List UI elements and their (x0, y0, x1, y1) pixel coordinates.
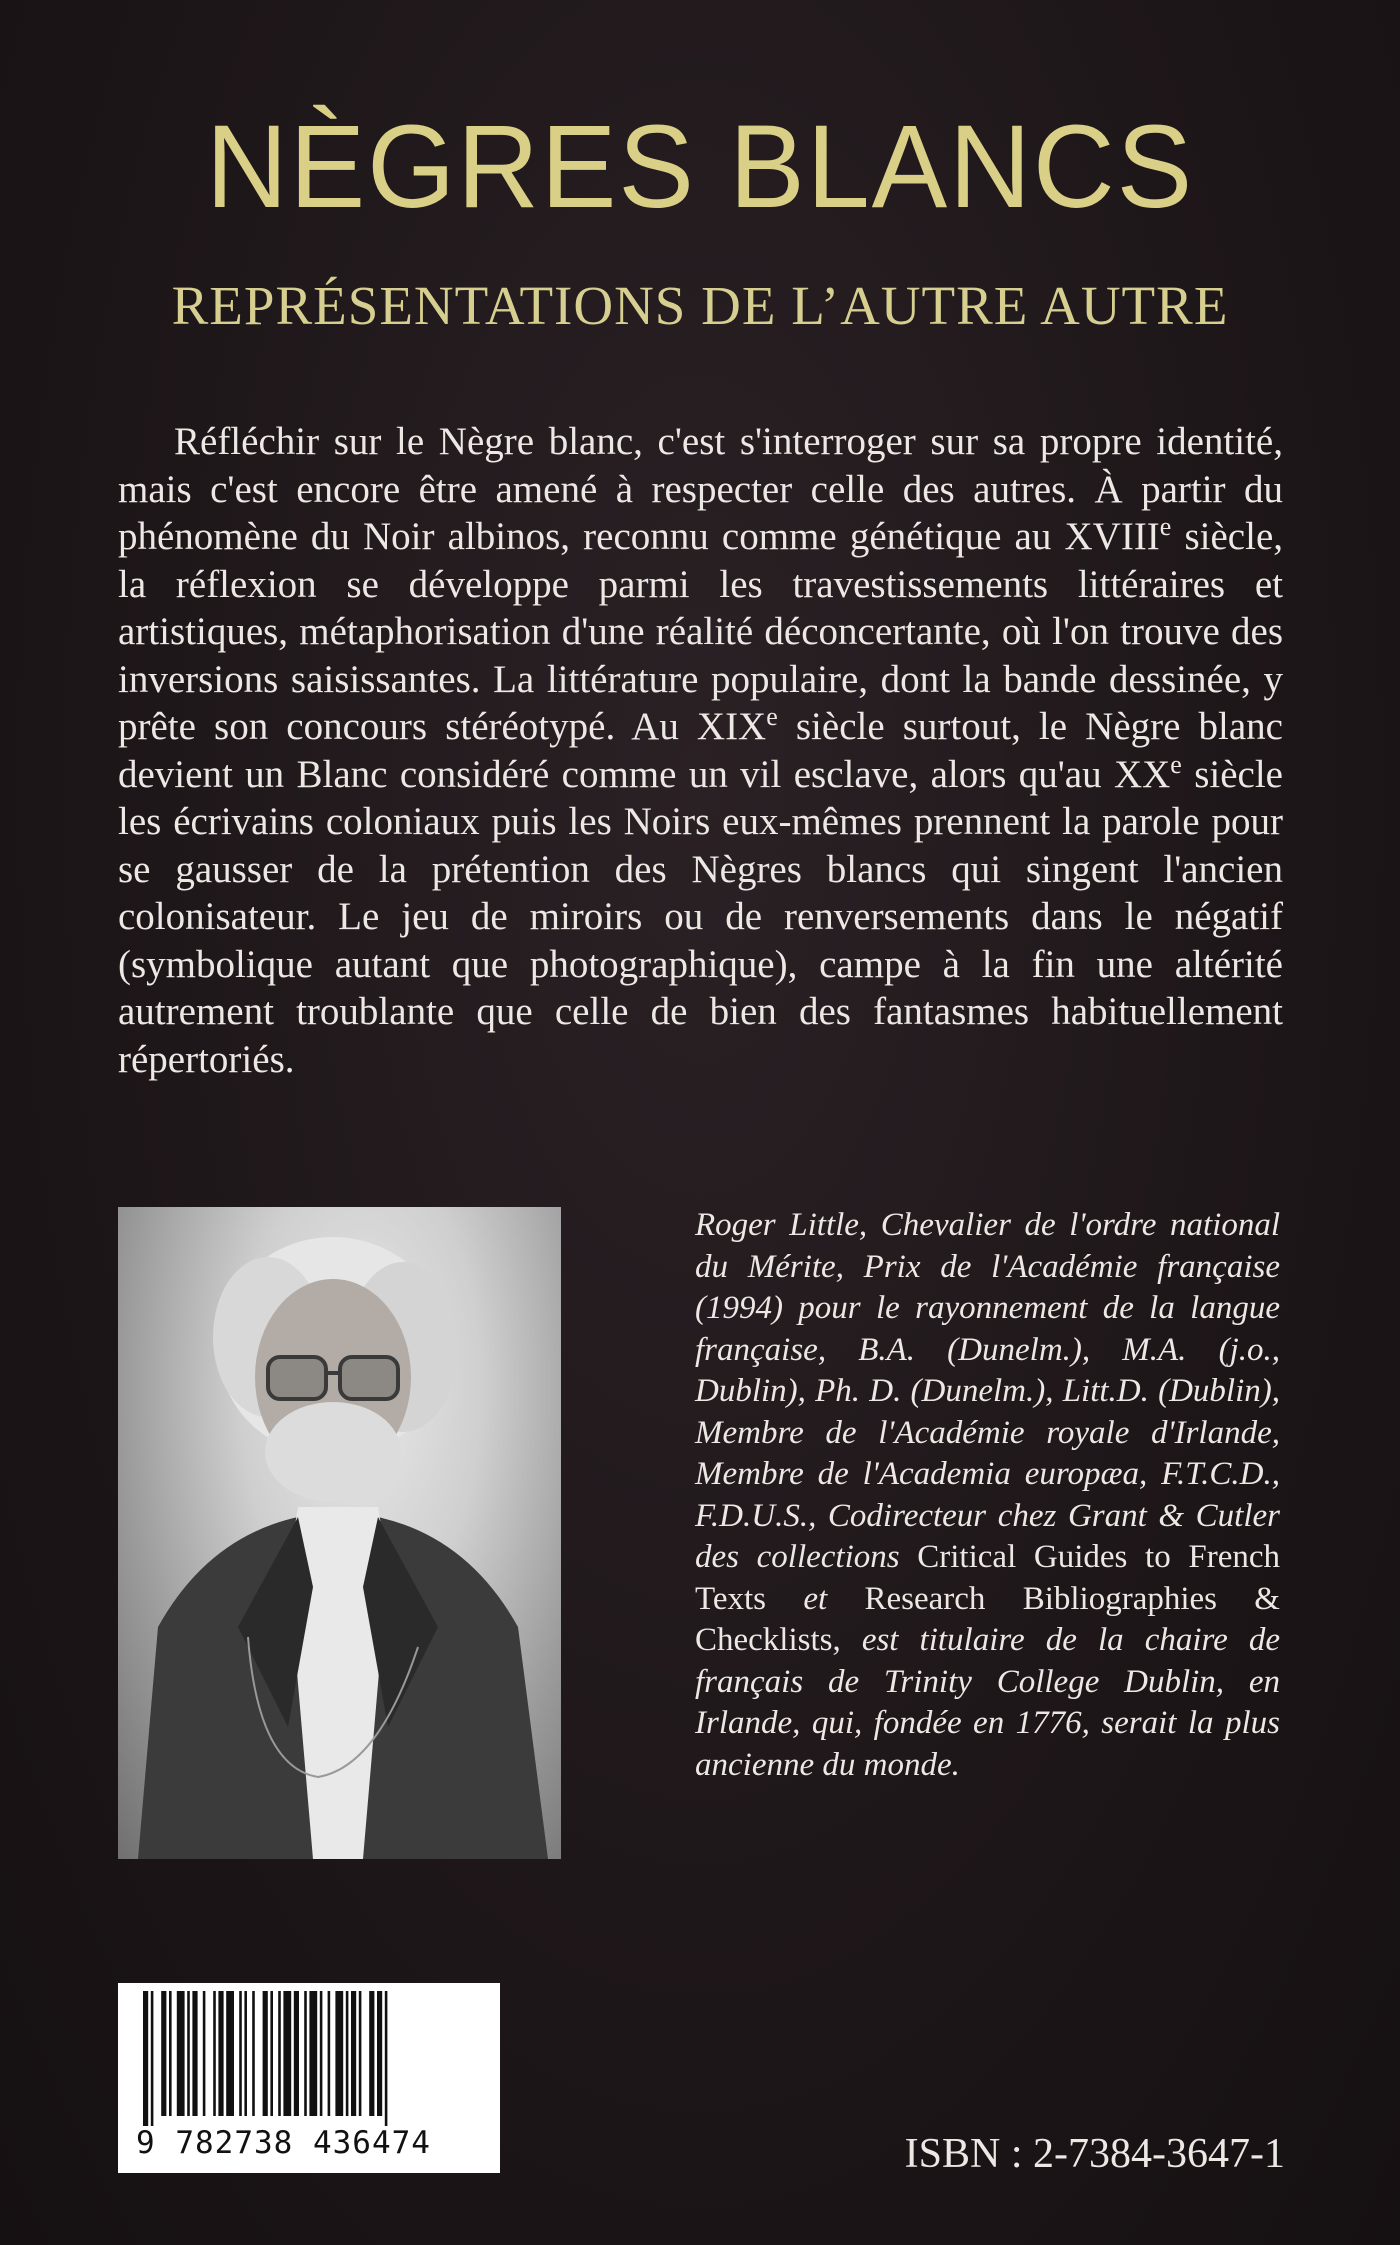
isbn: ISBN : 2-7384-3647-1 (904, 2131, 1285, 2177)
barcode-bar (385, 1991, 388, 2126)
bio-text-3: est titulaire de la chaire de français de Trinity College Dublin, en Irlande, qui, fondée en 1776, serait la plus ancienne du monde. (695, 1622, 1280, 1783)
blurb-sup-3: e (1170, 749, 1182, 779)
barcode-bar (239, 1991, 242, 2116)
book-subtitle: REPRÉSENTATIONS DE L’AUTRE AUTRE (171, 275, 1229, 336)
barcode-bar (169, 1991, 172, 2116)
barcode-bar (294, 1991, 299, 2116)
barcode (118, 1983, 500, 2173)
bio-text-1: Roger Little, Chevalier de l'ordre national du Mérite, Prix de l'Académie française (1994) pour le rayonnement de la langue française, B.A. (Dunelm.), M.A. (j.o., Dublin), Ph. D. (Dunelm.), Litt.D. (Dublin), Membre de l'Académie royale d'Irlande, Membre de l'Academia europæa, F.T.C.D., F.D.U.S., Codirecteur chez Grant & Cutler des collections (695, 1207, 1280, 1575)
blurb-text-3: siècle surtout, le Nègre blanc devient un Blanc considéré comme un vil esclave, alors qu'au XX (118, 705, 1283, 796)
barcode-bar (283, 1991, 291, 2116)
barcode-bar (328, 1991, 331, 2116)
barcode-bar (304, 1991, 307, 2116)
blurb-sup-2: e (766, 702, 778, 731)
author-portrait-drawing (118, 1207, 561, 1859)
barcode-bar (177, 1991, 185, 2116)
barcode-bar (369, 1991, 374, 2116)
barcode-bar (359, 1991, 362, 2116)
barcode-bar (203, 1991, 206, 2116)
blurb-text-1: Réfléchir sur le Nègre blanc, c'est s'interroger sur sa propre identité, mais c'est encore être amené à respecter celle des autres. À partir du phénomène du Noir albinos, reconnu comme génétique au XVIII (118, 420, 1283, 558)
book-title: NÈGRES BLANCS (205, 101, 1195, 233)
barcode-bar (278, 1991, 281, 2116)
barcode-bar (351, 1991, 356, 2116)
barcode-bar (377, 1991, 382, 2116)
bio-series-1: Critical Guides to French Texts (695, 1539, 1280, 1617)
barcode-bar (270, 1991, 273, 2116)
barcode-bar (309, 1991, 317, 2116)
barcode-bar (252, 1991, 255, 2116)
barcode-bar (335, 1991, 343, 2116)
bio-text-2: et (766, 1580, 865, 1617)
barcode-bar (244, 1991, 247, 2116)
barcode-bar (151, 1991, 154, 2126)
author-photo (118, 1207, 561, 1859)
barcode-bar (320, 1991, 323, 2116)
barcode-bar (346, 1991, 349, 2116)
blurb-text-2: siècle, la réflexion se développe parmi les travestissements littéraires et artistiques, métaphorisation d'une réalité déconcertante, où l'on trouve des inversions saisissantes. La littérature populaire, dont la bande dessinée, y prête son concours stéréotypé. Au XIX (118, 515, 1284, 748)
barcode-bar (263, 1991, 268, 2116)
blurb-sup-1: e (1159, 512, 1172, 541)
barcode-bar (143, 1991, 148, 2126)
blurb-text-4: siècle les écrivains coloniaux puis les Noirs eux-mêmes prennent la parole pour se gausser de la prétention des Nègres blancs qui singent l'ancien colonisateur. Le jeu de miroirs ou de renversements dans le négatif (symbolique autant que photographique), campe à la fin une altérité autrement troublante que celle de bien des fantasmes habituellement répertoriés. (118, 752, 1283, 1081)
barcode-bar (161, 1991, 166, 2116)
barcode-bar (187, 1991, 190, 2116)
blurb-paragraph (118, 418, 1283, 1083)
barcode-bar (192, 1991, 197, 2116)
author-bio (695, 1205, 1280, 1786)
bio-series-2: Research Bibliographies & Checklists, (695, 1580, 1280, 1658)
barcode-bar (226, 1991, 234, 2116)
barcode-bar (213, 1991, 216, 2116)
barcode-bar (218, 1991, 223, 2116)
barcode-bars (143, 1991, 475, 2126)
barcode-digits: 9 782738 436474 (136, 2125, 431, 2161)
